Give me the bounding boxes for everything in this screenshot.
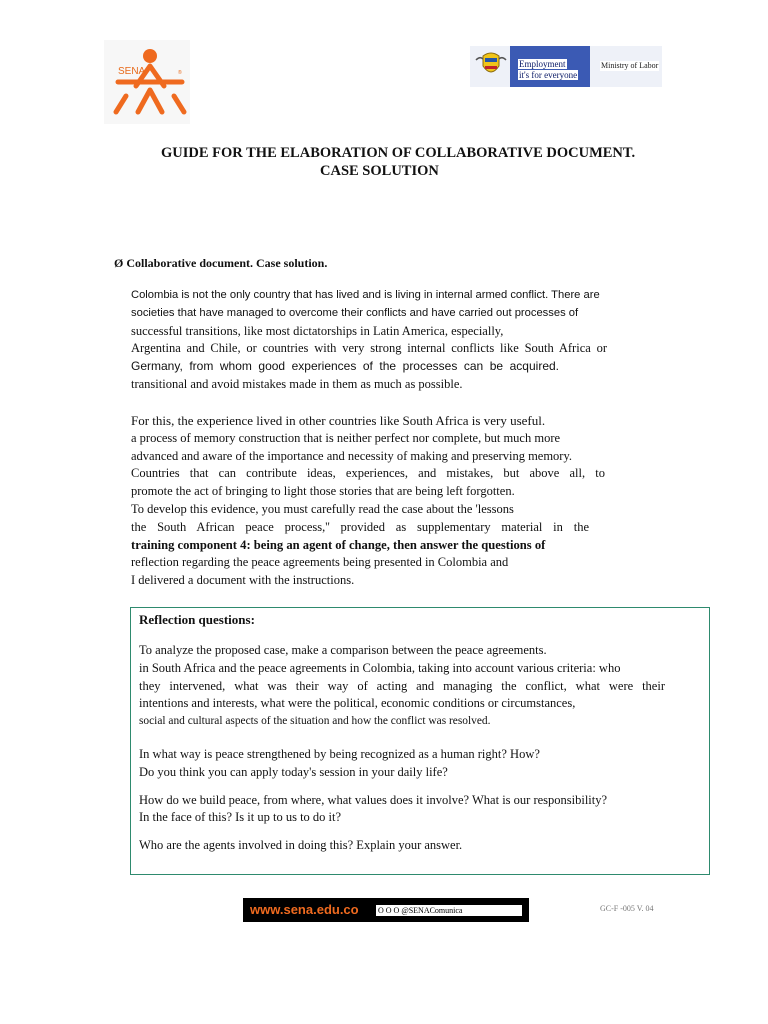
question-line: intentions and interests, what were the political, economic conditions or circumstances,: [139, 696, 576, 711]
paragraph-line: a process of memory construction that is neither perfect nor complete, but much more: [131, 430, 561, 445]
colombia-crest-icon: [474, 50, 508, 82]
paragraph-line: Argentina and Chile, or countries with very strong internal conflicts like South Africa or: [131, 341, 607, 356]
footer-social-handle: O O O @SENAComunica: [376, 905, 522, 916]
question-line: in South Africa and the peace agreements in Colombia, taking into account various criteria: who: [139, 660, 621, 675]
employment-line2: it's for everyone: [519, 70, 578, 80]
paragraph-line: Germany, from whom good experiences of the processes can be acquired.: [131, 359, 559, 374]
question-line: How do we build peace, from where, what values does it involve? What is our responsibility?: [139, 792, 608, 807]
ministry-banner: [470, 46, 662, 87]
paragraph-line: Countries that can contribute ideas, experiences, and mistakes, but above all, to: [131, 466, 605, 481]
employment-panel: [510, 46, 590, 87]
reflection-heading: Reflection questions:: [139, 612, 255, 627]
paragraph-line: I delivered a document with the instructions.: [131, 573, 355, 588]
paragraph-line: Colombia is not the only country that has lived and is living in internal armed conflict. There are: [131, 289, 600, 301]
ministry-panel: [592, 46, 662, 87]
sena-logo-text: SENA: [118, 66, 146, 77]
question-line: Who are the agents involved in doing this? Explain your answer.: [139, 838, 463, 853]
question-line: Do you think you can apply today's session in your daily life?: [139, 764, 448, 779]
question-line: they intervened, what was their way of acting and managing the conflict, what were their: [139, 678, 665, 693]
section-heading: Ø Collaborative document. Case solution.: [114, 256, 328, 270]
ministry-label: Ministry of Labor: [601, 61, 659, 70]
document-title-line1: GUIDE FOR THE ELABORATION OF COLLABORATIVE DOCUMENT.: [161, 145, 636, 161]
paragraph-intro: [131, 287, 609, 394]
sena-logo-icon: [104, 40, 190, 124]
sena-logo: [104, 40, 190, 124]
question-line: To analyze the proposed case, make a comparison between the peace agreements.: [139, 643, 547, 657]
paragraph-line: societies that have managed to overcome their conflicts and have carried out processes of: [131, 306, 579, 319]
reflection-questions-box: [130, 607, 710, 875]
question-line: In what way is peace strengthened by being recognized as a human right? How?: [139, 746, 540, 761]
paragraph-line: To develop this evidence, you must carefully read the case about the 'lessons: [131, 501, 514, 516]
paragraph-line: successful transitions, like most dictatorships in Latin America, especially,: [131, 323, 504, 338]
document-code: GC-F -005 V. 04: [600, 904, 654, 913]
paragraph-line: advanced and aware of the importance and necessity of making and preserving memory.: [131, 448, 573, 463]
question-line: In the face of this? Is it up to us to do it?: [139, 810, 342, 825]
employment-line1: Employment: [519, 59, 566, 69]
registered-mark: ®: [178, 70, 182, 76]
paragraph-line: the South African peace process,'' provided as supplementary material in the: [131, 519, 589, 534]
footer-url-link[interactable]: www.sena.edu.co: [250, 902, 359, 917]
paragraph-line-bold: training component 4: being an agent of change, then answer the questions of: [131, 537, 546, 552]
footer-bar: [243, 898, 529, 922]
document-title-line2: CASE SOLUTION: [320, 163, 439, 179]
paragraph-line: transitional and avoid mistakes made in them as much as possible.: [131, 376, 463, 391]
paragraph-line: For this, the experience lived in other countries like South Africa is very useful.: [131, 413, 546, 428]
paragraph-evidence: [131, 412, 609, 590]
paragraph-line: reflection regarding the peace agreements being presented in Colombia and: [131, 555, 509, 570]
paragraph-line: promote the act of bringing to light those stories that are being left forgotten.: [131, 484, 515, 499]
question-line: social and cultural aspects of the situation and how the conflict was resolved.: [139, 715, 491, 728]
